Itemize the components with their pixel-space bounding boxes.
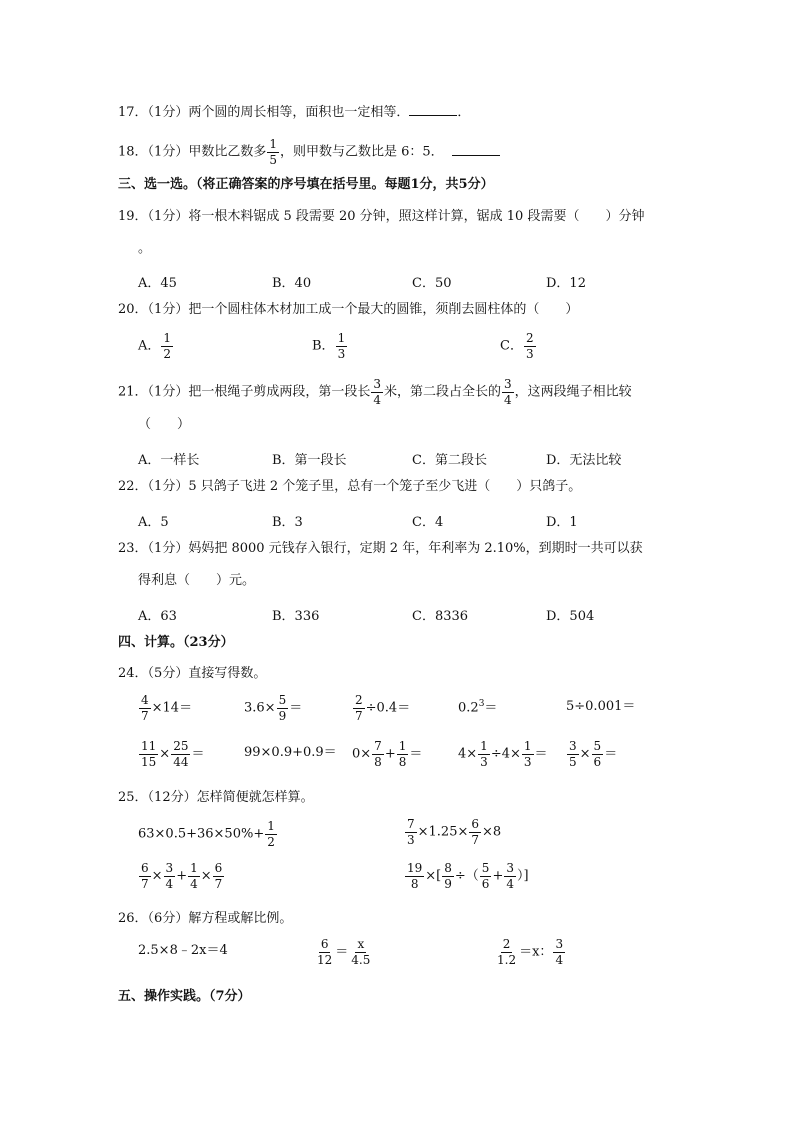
question-17	[118, 106, 470, 119]
expression: $\frac{4}{7}$ ×14＝	[141, 693, 193, 723]
question-23: 23．（1分）妈妈把 8000 元钱存入银行，定期 2 年，年利率为 2.10%，到期时一共可以获	[118, 541, 643, 556]
expression: 5÷0.001＝	[566, 699, 636, 714]
answer-blank	[409, 115, 457, 116]
expression: 3.6× $\frac{5}{9}$ ＝	[244, 693, 303, 723]
expression: 0× $\frac{7}{8}$ + $\frac{1}{8}$ ＝	[352, 739, 423, 769]
expression: $\frac{7}{3}$ ×1.25× $\frac{6}{7}$ ×8	[407, 817, 502, 847]
option-b: B．336	[272, 609, 320, 624]
expression: $\frac{3}{5}$ × $\frac{5}{6}$ ＝	[569, 739, 618, 769]
question-22: 22．（1分）5 只鸽子飞进 2 个笼子里，总有一个笼子至少飞进（ ）只鸽子。	[118, 479, 582, 494]
option-b: B． $\frac{1}{3}$	[312, 331, 346, 361]
question-21: 21．（1分）把一根绳子剪成两段，第一段长 $\frac{3}{4}$ 米，第二段占全长的 $\frac{3}{4}$ ，这两段绳子相比较	[118, 377, 632, 407]
option-a: A． $\frac{1}{2}$	[138, 331, 172, 361]
fraction: $\frac{3}{4}$	[503, 377, 512, 407]
equation: $\frac{6}{12}$ ＝ $\frac{x}{4.5}$	[317, 937, 371, 967]
equation: 2.5×8﹣2x＝4	[138, 943, 228, 958]
option-c: C．8336	[412, 609, 469, 624]
question-18	[118, 138, 500, 166]
question-19-line2: 。	[138, 241, 152, 256]
question-17-end: ．	[457, 105, 471, 120]
section-5-heading: 五、操作实践。（7分）	[118, 989, 251, 1004]
option-c: C．第二段长	[412, 453, 487, 468]
expression: 99×0.9+0.9＝	[244, 745, 337, 760]
option-b: B．第一段长	[272, 453, 347, 468]
option-a: A．5	[138, 515, 169, 530]
section-3-heading: 三、选一选。（将正确答案的序号填在括号里。每题1分，共5分）	[118, 177, 494, 192]
fraction: $\frac{1}{5}$	[269, 137, 277, 167]
option-c: C． $\frac{2}{3}$	[500, 331, 534, 361]
option-a: A．45	[138, 276, 177, 291]
expression: $0.2^3=$	[458, 699, 498, 716]
question-18-pre: 18．（1分）甲数比乙数多	[118, 144, 267, 160]
fraction: $\frac{1}{3}$	[337, 331, 346, 361]
expression: $\frac{6}{7}$ × $\frac{3}{4}$ + $\frac{1}{4}$ × $\frac{6}{7}$	[141, 861, 223, 891]
question-26: 26．（6分）解方程或解比例。	[118, 911, 293, 926]
question-21-line2: （ ）	[138, 417, 191, 432]
question-20: 20．（1分）把一个圆柱体木材加工成一个最大的圆锥，须削去圆柱体的（ ）	[118, 302, 579, 317]
option-d: D．504	[546, 609, 595, 624]
option-b: B．40	[272, 276, 312, 291]
option-c: C．50	[412, 276, 452, 291]
option-c: C．4	[412, 515, 444, 530]
equation: $\frac{2}{1.2}$ ＝x： $\frac{3}{4}$	[497, 937, 564, 967]
option-a: A．一样长	[138, 453, 200, 468]
expression: $\frac{11}{15}$ × $\frac{25}{44}$ ＝	[141, 739, 205, 769]
question-25: 25．（12分）怎样简便就怎样算。	[118, 790, 314, 805]
expression: $\frac{19}{8}$ ×[ $\frac{8}{9}$ ÷（ $\frac{5}{6}$ + $\frac{3}{4}$ ）]	[407, 861, 529, 891]
fraction: $\frac{3}{4}$	[373, 377, 381, 407]
question-24: 24．（5分）直接写得数。	[118, 666, 267, 681]
fraction: $\frac{2}{3}$	[525, 331, 534, 361]
question-18-post: ，则甲数与乙数比是 6：5．	[279, 144, 444, 160]
question-19: 19．（1分）将一根木料锯成 5 段需要 20 分钟，照这样计算，锯成 10 段需要（ ）分钟	[118, 209, 645, 224]
option-d: D．无法比较	[546, 453, 622, 468]
question-23-line2: 得利息（ ）元。	[138, 573, 256, 588]
option-a: A．63	[138, 609, 177, 624]
question-17-text: 17．（1分）两个圆的周长相等，面积也一定相等．	[118, 105, 410, 120]
expression: 4× $\frac{1}{3}$ ÷4× $\frac{1}{3}$ ＝	[458, 739, 548, 769]
answer-blank	[452, 155, 500, 156]
expression: 63×0.5+36×50%+ $\frac{1}{2}$	[138, 819, 275, 849]
section-4-heading: 四、计算。（23分）	[118, 635, 234, 650]
expression: $\frac{2}{7}$ ÷0.4＝	[355, 693, 411, 723]
option-b: B．3	[272, 515, 303, 530]
fraction: $\frac{1}{2}$	[163, 331, 172, 361]
option-d: D．1	[546, 515, 578, 530]
option-d: D．12	[546, 276, 586, 291]
